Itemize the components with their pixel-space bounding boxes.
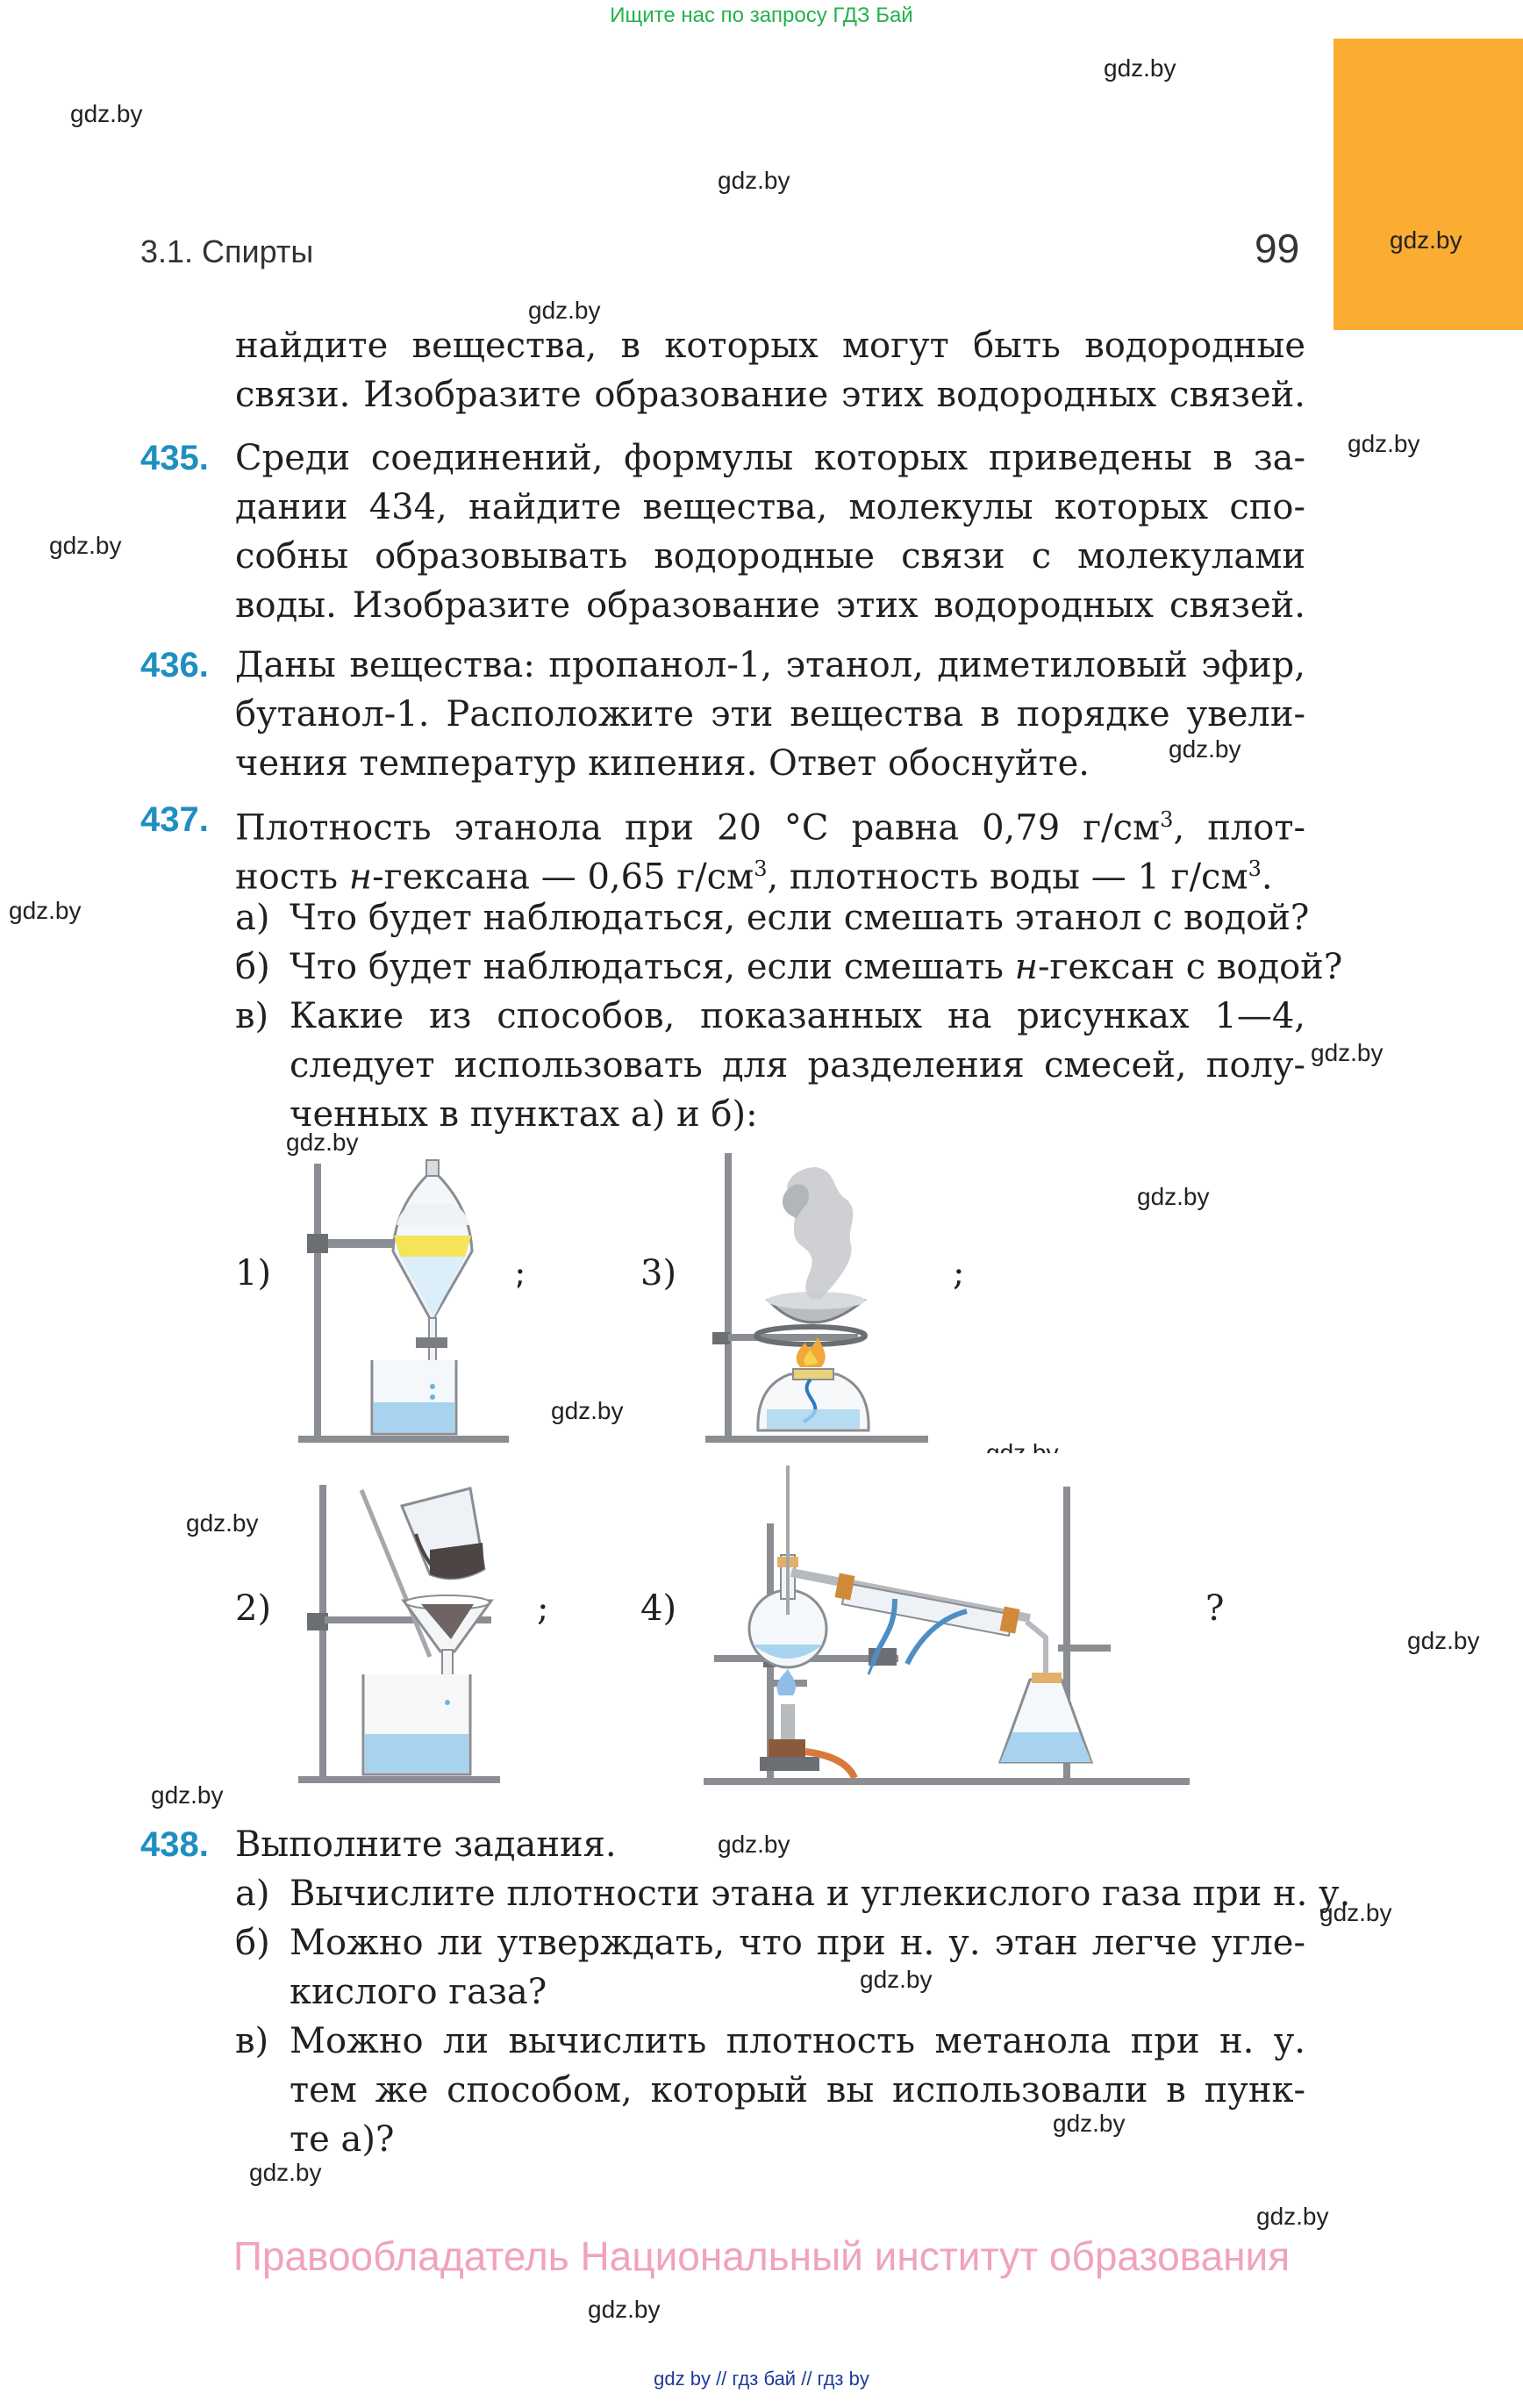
italic-letter: н	[348, 856, 373, 898]
item-label: а)	[235, 1874, 270, 1914]
figure-label: 2)	[235, 1588, 272, 1629]
text: -гексана — 0,65 г/см	[372, 856, 754, 898]
item-label: а)	[235, 898, 270, 938]
text: -гексан с водой?	[1037, 947, 1343, 987]
watermark: gdz.by	[1256, 2203, 1329, 2230]
question-number: 437.	[140, 800, 209, 839]
question-number: 436.	[140, 646, 209, 684]
watermark: gdz.by	[1348, 430, 1420, 457]
italic-letter: н	[1014, 947, 1038, 987]
watermark: gdz.by	[249, 2159, 322, 2186]
evaporation-illustration	[705, 1150, 928, 1453]
watermark: gdz.by	[286, 1129, 359, 1156]
figure-label: 3)	[640, 1253, 677, 1294]
watermark: gdz.by	[1169, 735, 1241, 763]
figure-label: 4)	[640, 1588, 677, 1629]
watermark: gdz.by	[1319, 1899, 1392, 1926]
item-label: в)	[235, 996, 269, 1036]
text-line: Среди соединений, формулы которых приведены в за-	[235, 438, 1305, 478]
distillation-illustration	[697, 1453, 1205, 1795]
watermark: gdz.by	[1311, 1039, 1384, 1066]
text-line: Выполните задания.	[235, 1824, 617, 1865]
question-number: 438.	[140, 1825, 209, 1864]
watermark: gdz.by	[49, 532, 122, 559]
page-corner-tab	[1334, 39, 1523, 330]
figure-suffix: ;	[514, 1253, 526, 1294]
watermark: gdz.by	[1053, 2110, 1126, 2137]
text-line: те а)?	[290, 2119, 395, 2160]
question-number: 435.	[140, 439, 209, 477]
superscript: 3	[754, 856, 768, 881]
watermark: gdz.by	[528, 297, 601, 324]
section-header: 3.1. Спирты	[140, 233, 314, 269]
watermark: gdz.by	[860, 1966, 933, 1993]
watermark: gdz.by	[986, 1439, 1059, 1466]
text-line: Что будет наблюдаться, если смешать этанол с водой?	[290, 898, 1310, 938]
bottom-links[interactable]: gdz by // гдз бай // гдз by	[654, 2368, 869, 2390]
watermark: gdz.by	[1104, 54, 1176, 82]
item-label: б)	[235, 1923, 270, 1963]
text: , плотность воды — 1 г/см	[767, 856, 1248, 898]
text-line: Можно ли утверждать, что при н. у. этан легче угле-	[290, 1923, 1305, 1963]
watermark: gdz.by	[151, 1781, 224, 1809]
item-label: б)	[235, 947, 270, 987]
page-number: 99	[1255, 226, 1300, 271]
text-line: следует использовать для разделения смесей, полу-	[290, 1045, 1305, 1086]
text-line: найдите вещества, в которых могут быть водородные	[235, 326, 1305, 366]
figure-suffix: ?	[1205, 1588, 1225, 1629]
watermark: gdz.by	[9, 897, 82, 924]
figure-suffix: ;	[537, 1588, 549, 1629]
text-line: тем же способом, который вы использовали в пунк-	[290, 2070, 1305, 2111]
copyright-footer: Правообладатель Национальный институт образования	[232, 2233, 1291, 2279]
text-line: воды. Изобразите образование этих водородных связей.	[235, 585, 1305, 626]
watermark: gdz.by	[1407, 1627, 1480, 1654]
text-line: дании 434, найдите вещества, молекулы которых спо-	[235, 487, 1305, 527]
text-line: чения температур кипения. Ответ обоснуйте.	[235, 743, 1090, 784]
filtration-illustration	[298, 1481, 535, 1795]
text-line: Вычислите плотности этана и углекислого газа при н. у.	[290, 1874, 1351, 1914]
top-banner[interactable]: Ищите нас по запросу ГДЗ Бай	[610, 4, 913, 27]
watermark: gdz.by	[588, 2296, 661, 2323]
text-line: Даны вещества: пропанол-1, этанол, диметиловый эфир,	[235, 645, 1305, 685]
text: , плот-	[1173, 807, 1305, 849]
separatory-funnel-illustration	[298, 1155, 518, 1453]
figure-label: 1)	[235, 1253, 272, 1294]
text-line: бутанол-1. Расположите эти вещества в порядке увели-	[235, 694, 1305, 735]
watermark: gdz.by	[186, 1509, 259, 1537]
watermark: gdz.by	[718, 167, 790, 194]
text-line: Какие из способов, показанных на рисунках 1—4,	[290, 996, 1305, 1036]
text-line: ченных в пунктах а) и б):	[290, 1094, 758, 1135]
text-line: собны образовывать водородные связи с молекулами	[235, 536, 1305, 577]
text-line: кислого газа?	[290, 1972, 547, 2012]
text: Что будет наблюдаться, если смешать	[290, 947, 1015, 987]
text: .	[1261, 856, 1273, 898]
text: Плотность этанола при 20 °C равна 0,79 г/см	[235, 807, 1161, 849]
watermark: gdz.by	[70, 100, 143, 127]
watermark: gdz.by	[551, 1397, 624, 1424]
figure-suffix: ;	[953, 1253, 965, 1294]
superscript: 3	[1248, 856, 1262, 881]
text-line	[290, 942, 1343, 992]
watermark: gdz.by	[718, 1831, 790, 1858]
text-line: Можно ли вычислить плотность метанола при н. у.	[290, 2021, 1305, 2061]
superscript: 3	[1160, 807, 1174, 832]
item-label: в)	[235, 2021, 269, 2061]
text-line: связи. Изобразите образование этих водородных связей.	[235, 375, 1305, 415]
watermark: gdz.by	[1137, 1183, 1210, 1210]
watermark: gdz.by	[1390, 226, 1462, 254]
text: ность	[235, 856, 349, 898]
